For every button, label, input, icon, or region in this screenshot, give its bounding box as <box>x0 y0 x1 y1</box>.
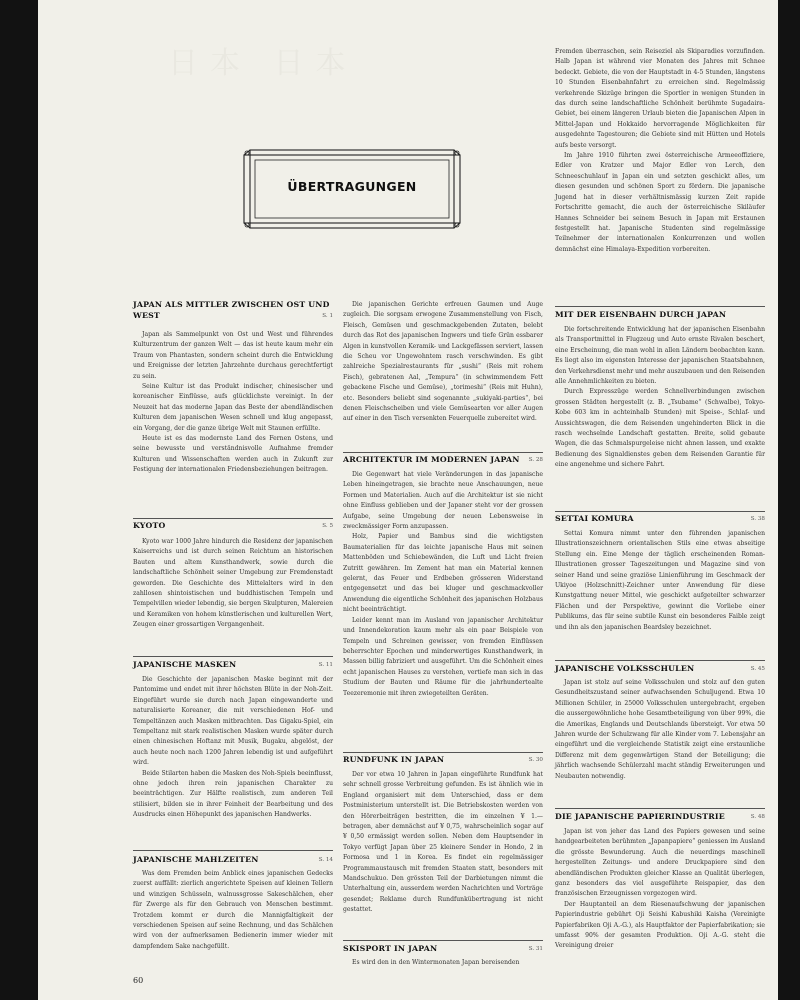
body-rundfunk: Der vor etwa 10 Jahren in Japan eingeführte Rundfunk hat sehr schnell grosse Verbreitung gefunden. Es ist ähnlich wie in England organisiert mit dem Unterschied, dass er dem Postministerium unterstellt ist. Die Betriebskosten werden von den Hörerbeiträgen bestritten, die im einzelnen ¥ 1.— betragen, aber demnächst auf ¥ 0,75, wahrscheinlich sogar auf ¥ 0,50 ermässigt werden sollen. Neben dem Hauptsender in Tokyo verfügt Japan über 25 kleinere Sender in Hondo, 2 in Formosa und 1 in Korea. Es findet ein regelmässiger Programmaustausch mit fremden Staaten statt, besonders mit Mandschukuo. Den grössten Teil der Darbietungen nimmt die Unterhaltung ein, ausserdem werden Nachrichten und Vorträge gesendet; Reklame durch Rundfunkübertragung ist nicht gestattet. <box>343 771 543 914</box>
body-architektur: Die Gegenwart hat viele Veränderungen in das japanische Leben hineingetragen, sie brachte neue Anschauungen, neue Formen und Materialien. Auch auf die Architektur ist sie nicht ohne Einfluss geblieben und der Japaner steht vor der grossen Aufgabe, seine Umgebung der neuen Lebensweise in zweckmässiger Form anzupassen. Holz, Papier und Bambus sind die wichtigsten Baumaterialien für das leichte japanische Haus mit seinen Mattenböden und Schiebewänden, die Luft und Licht freien Zutritt gewähren. Im Zement hat man ein Material kennen gelernt, das Feuer und Erdbeben grösseren Widerstand entgegensetzt und das bei kluger und geschmackvoller Anwendung die eigentliche Schönheit des japanischen Holzbaus nicht beeinträchtigt. Leider kennt man im Ausland von japanischer Architektur und Innendekoration kaum mehr als ein paar Beispiele von Tempeln und Schreinen gewisser, von fremden Einflüssen beherrschter Epochen und minderwertiges Kunsthandwerk, in Massen billig fabriziert und ausgeführt. Um die Schönheit eines echt japanischen Hauses zu verstehen, vertiefe man sich in das Studium der Bauten und Räume für die jahrhundertealte Teezeremonie mit ihren zwiegeteilten Geräten. <box>343 471 543 697</box>
page-title: ÜBERTRAGUNGEN <box>287 179 417 194</box>
heading-mahlzeiten: JAPANISCHE MAHLZEITEN S. 14 <box>133 855 333 864</box>
section-rule <box>343 452 543 453</box>
body-masken: Die Geschichte der japanischen Maske beginnt mit der Pantomime und endet mit ihrer höchsten Blüte in der Noh-Zeit. Eingeführt wurde sie durch nach Japan eingewanderte und naturalisierte Koreaner, die mit verschiedenen Hof- und Tempeltänzen auch Masken mitbrachten. Das Gigaku-Spiel, ein Tempeltanz mit stark realistischen Masken wurde später durch einen chinesischen Hoftanz mit Musik, Bugaku, abgelöst, der auch heute noch nach 1200 Jahren lebendig ist und aufgeführt wird. Beide Stilarten haben die Masken des Noh-Spiels beeinflusst, ohne jedoch ihren rein japanischen Charakter zu beeinträchtigen. Zur Hälfte realistisch, zum anderen Teil stilisiert, bilden sie in ihrer Feinheit der Bearbeitung und des Ausdrucks einen Höhepunkt des japanischen Handwerks. <box>133 676 333 819</box>
heading-volksschulen: JAPANISCHE VOLKSSCHULEN S. 45 <box>555 664 765 673</box>
heading-masken: JAPANISCHE MASKEN S. 11 <box>133 660 333 669</box>
body-mahlzeiten-start: Was dem Fremden beim Anblick eines japanischen Gedecks zuerst auffällt: zierlich angerichtete Speisen auf kleinen Tellern und winzigen Schüsseln, walnussgrosse Sakeschälchen, eher für Zwerge als für den Gebrauch von Menschen bestimmt. Trotzdem kommt er durch die Mannigfaltigkeit der verschiedenen Speisen auf seine Rechnung, und das Schälchen wird von der aufmerksamen Bedienerin immer wieder mit dampfendem Sake nachgefüllt. <box>133 870 333 950</box>
heading-settai: SETTAI KOMURA S. 38 <box>555 514 765 523</box>
heading-skisport: SKISPORT IN JAPAN S. 31 <box>343 944 543 953</box>
section-rule <box>343 940 543 941</box>
body-kyoto: Kyoto war 1000 Jahre hindurch die Residenz der japanischen Kaiserreichs und ist durch seinen Reichtum an historischen Bauten und altem Kunsthandwerk, sowie durch die landschaftliche Schönheit seiner Umgebung zur Fremdenstadt geworden. Die Geschichte des Mittelalters wird in den zahllosen shintoistischen und buddhistischen Tempeln und Tempelvillen wieder lebendig, sie bergen Skulpturen, Malereien und Keramiken von hohem künstlerischen und kulturellen Wert, Zeugen einer grossartigen Vergangenheit. <box>133 538 333 629</box>
heading-kyoto: KYOTO S. 5 <box>133 521 333 530</box>
show-through-text: 日本 日本 <box>168 46 358 81</box>
section-rule <box>555 660 765 661</box>
body-japan-mittler: Japan als Sammelpunkt von Ost und West und führendes Kulturzentrum der ganzen Welt — das ist heute kaum mehr ein Traum von Phantasten, sondern scheint durch die Entwicklung und Ereignisse der letzten Jahrzehnte durchaus gerechtfertigt zu sein. Seine Kultur ist das Produkt indischer, chinesischer und koreanischer Einflüsse, aufs glücklichste vereinigt. In der Neuzeit hat das moderne Japan das Beste der abendländischen Kulturen dem japanischen Wesen schnell und klug angepasst, ein Vorgang, der die ganze übrige Welt mit Staunen erfüllte. Heute ist es das modernste Land des Fernen Ostens, und seine bewusste und verständnisvolle Aufnahme fremder Kulturen und Wissenschaften werden auch in Zukunft zur Festigung der internationalen Friedensbeziehungen beitragen. <box>133 331 333 474</box>
body-settai: Settai Komura nimmt unter den führenden japanischen Illustrationszeichnern orientalischen Stils eine etwas abseitige Stellung ein. Eine Menge der täglich erscheinenden Roman-Illustrationen grosser Tageszeitungen und Magazine sind von seiner Hand und seine graziöse Linienführung im Geschmack der Ukiyoe (Holzschnitt)-Zeichner unter Anwendung für diese Kunstgattung neuer Mittel, wie geschickt aufgeteilter schwarzer Flächen und der Perspektive, gewinnt die Vorliebe einer Publikums, das für seine subtile Kunst ein besonderes Faible zeigt und ihn als den japanischen Beardsley bezeichnet. <box>555 530 765 631</box>
heading-papierindustrie: DIE JAPANISCHE PAPIERINDUSTRIE S. 48 <box>555 812 765 821</box>
heading-japan-mittler: JAPAN ALS MITTLER ZWISCHEN OST UND WEST S. 1 <box>133 300 333 320</box>
body-eisenbahn: Die fortschreitende Entwicklung hat der japanischen Eisenbahn als Transportmittel in Flugzeug und Auto ernste Rivalen beschert, eine Erscheinung, die man wohl in allen Ländern beobachten kann. Es liegt also im eigensten Interesse der japanischen Staatsbahnen, den Verkehrsdienst mehr und mehr auszubauen und den Reisenden alle Annehmlichkeiten zu bieten. Durch Expresszüge werden Schnellverbindungen zwischen grossen Städten hergestellt (z. B. „Tsubame“ (Schwalbe), Tokyo-Kobe 603 km in achteinhalb Stunden) mit Speise-, Schlaf- und Aussichtswagen, die dem Reisenden ungehinderten Blick in die rasch wechselnde Landschaft gestatten. Breite, solid gebaute Wagen, die das Schmalspurgeleise nicht ahnen lassen, und exakte Bedienung des Signaldienstes geben dem Reisenden Garantie für eine angenehme und sichere Fahrt. <box>555 326 765 469</box>
section-rule <box>343 752 543 753</box>
page-number: 60 <box>133 976 144 985</box>
section-rule <box>555 306 765 307</box>
body-skisport-start: Es wird den in den Wintermonaten Japan bereisenden <box>352 959 520 966</box>
heading-rundfunk: RUNDFUNK IN JAPAN S. 30 <box>343 755 543 764</box>
body-mahlzeiten-cont: Die japanischen Gerichte erfreuen Gaumen und Auge zugleich. Die sorgsam erwogene Zusammenstellung von Fisch, Fleisch, Gemüsen und geschmackgebenden Zutaten, belebt durch das Rot des japanischen Ingwers und tiefe Grün essbarer Algen in kunstvollen Keramik- und Lackgefässen serviert, lassen die Scheu vor Ungewohntem rasch verschwinden. Es gibt zahlreiche Spezialrestaurants für „sushi“ (Reis mit rohem Fisch), gebratenen Aal, „Tempura“ (in schwimmendem Fett gebackene Fische und Gemüse), „torimeshi“ (Reis mit Huhn), etc. Besonders beliebt sind sogenannte „sukiyaki-parties“, bei denen Fleischscheiben und viele Gemüsearten vor aller Augen auf einer in den Tisch versenkten Feuerquelle zubereitet wird. <box>343 301 543 423</box>
body-volksschulen: Japan ist stolz auf seine Volksschulen und stolz auf den guten Gesundheitszustand seiner aufwachsenden Schuljugend. Etwa 10 Millionen Schüler, in 25000 Volksschulen untergebracht, ergeben die aussergewöhnliche hohe Gesamtbeteiligung von über 99%, die die Amerikas, Englands und Deutschlands übersteigt. Vor etwa 50 Jahren wurde der Schulzwang für alle Kinder vom 7. Lebensjahr an eingeführt und die vergleichende Statistik zeigt eine erstaunliche Differenz mit dem gegenwärtigen Stand der Beteiligung; die jährlich wachsende Schülerzahl macht ständig Erweiterungen und Neubauten notwendig. <box>555 679 765 780</box>
section-rule <box>555 511 765 512</box>
section-rule <box>133 656 333 657</box>
section-rule <box>133 850 333 851</box>
heading-architektur: ARCHITEKTUR IM MODERNEN JAPAN S. 28 <box>343 455 543 464</box>
body-skisport-cont: Fremden überraschen, sein Reiseziel als Skiparadies vorzufinden. Halb Japan ist während vier Monaten des Jahres mit Schnee bedeckt. Gebiete, die von der Hauptstadt in 4-5 Stunden, längstens 10 Stunden Eisenbahnfahrt zu erreichen sind. Regelmässig verkehrende Skizüge bringen die Sportler in wenigen Stunden in das durch seine landschaftliche Schönheit berühmte Sugadaira-Gebiet, bei einem längeren Urlaub bieten die Japanischen Alpen in Mittel-Japan und Hokkaido hervorragende Möglichkeiten für ausgedehnte Tagestouren; die Gebiete sind mit Hütten und Hotels aufs beste versorgt. Im Jahre 1910 führten zwei österreichische Armeeoffiziere, Edler von Kratzer und Major Edler von Lerch, den Schneeschuhlauf in Japan ein und setzten geschickt alles, um diesen gesunden und schönen Sport zu fördern. Die japanische Jugend hat in dieser verhältnismässig kurzen Zeit rapide Fortschritte gemacht, die auch der österreichische Skiläufer Hannes Schneider bei seinem Besuch in Japan mit Erstaunen festgestellt hat. Japanische Studenten sind regelmässige Teilnehmer der internationalen Konkurrenzen und wollen demnächst eine Himalaya-Expedition vorbereiten. <box>555 48 765 253</box>
title-frame <box>241 147 463 231</box>
heading-eisenbahn: MIT DER EISENBAHN DURCH JAPAN <box>555 310 727 319</box>
body-papierindustrie: Japan ist von jeher das Land des Papiers gewesen und seine handgearbeiteten berühmten „Japanpapiere“ geniessen im Ausland die grösste Bewunderung. Auch die neuerdings maschinell hergestellten Zeitungs- und andere Druckpapiere sind den abendländischen Produkten gleicher Klasse an Qualität überlegen, ganz besonders das viel ausgeführte Reispapier, das den französischen Erzeugnissen vorgezogen wird. Der Hauptanteil an dem Riesenaufschwung der japanischen Papierindustrie gebührt Oji Seishi Kabushiki Kaisha (Vereinigte Papierfabriken Oji A.-G.), als Hauptfaktor der Papierfabrikation; sie umfasst 90% der gesamten Produktion. Oji A.-G. steht die Vereinigung dreier <box>555 828 765 950</box>
section-rule <box>555 808 765 809</box>
section-rule <box>133 518 333 519</box>
magazine-page <box>38 0 778 1000</box>
